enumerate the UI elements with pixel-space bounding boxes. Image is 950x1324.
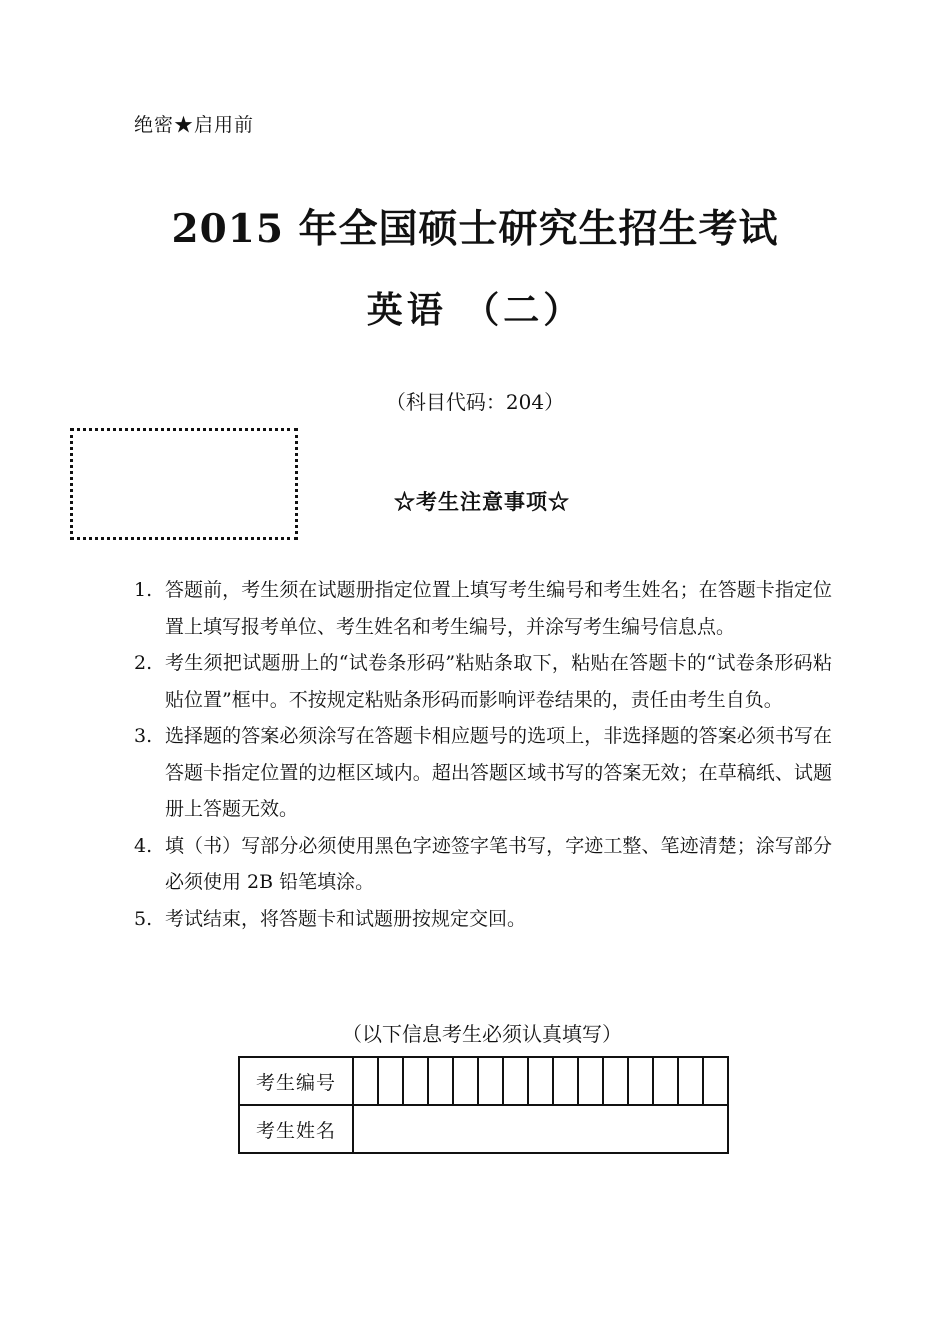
candidate-id-digit-box[interactable] (578, 1057, 603, 1105)
instruction-number: 4. (134, 834, 153, 857)
instruction-text: 考试结束，将答题卡和试题册按规定交回。 (165, 907, 527, 930)
instruction-number: 3. (134, 725, 153, 747)
subject-code: （科目代码：204） (385, 390, 565, 414)
instruction-item (134, 718, 832, 828)
candidate-name-row (239, 1105, 728, 1153)
candidate-id-digit-box[interactable] (478, 1057, 503, 1105)
candidate-id-row (239, 1057, 728, 1105)
exam-title: 2015 年全国硕士研究生招生考试 (171, 206, 779, 252)
instruction-text: 考生须把试题册上的“试卷条形码”粘贴条取下，粘贴在答题卡的“试卷条形码粘贴位置”框中。不按规定粘贴条形码而影响评卷结果的，责任由考生自负。 (165, 652, 832, 711)
candidate-id-digit-box[interactable] (503, 1057, 528, 1105)
candidate-id-digit-box[interactable] (628, 1057, 653, 1105)
candidate-id-label: 考生编号 (239, 1057, 353, 1105)
instruction-number: 5. (134, 907, 153, 930)
candidate-id-digit-box[interactable] (353, 1057, 378, 1105)
instruction-text: 填（书）写部分必须使用黑色字迹签字笔书写，字迹工整、笔迹清楚；涂写部分必须使用 2B 铅笔填涂。 (165, 834, 832, 893)
candidate-id-digit-box[interactable] (453, 1057, 478, 1105)
instruction-number: 2. (134, 652, 153, 674)
classification-label: 绝密★启用前 (134, 114, 255, 136)
instruction-text: 答题前，考生须在试题册指定位置上填写考生编号和考生姓名；在答题卡指定位置上填写报考单位、考生姓名和考生编号，并涂写考生编号信息点。 (165, 579, 832, 638)
candidate-id-digit-box[interactable] (653, 1057, 678, 1105)
candidate-id-digit-box[interactable] (553, 1057, 578, 1105)
candidate-info-table (238, 1056, 729, 1154)
instruction-number: 1. (134, 579, 153, 601)
instruction-text: 选择题的答案必须涂写在答题卡相应题号的选项上，非选择题的答案必须书写在答题卡指定位置的边框区域内。超出答题区域书写的答案无效；在草稿纸、试题册上答题无效。 (165, 725, 832, 820)
candidate-name-field[interactable] (353, 1105, 728, 1153)
candidate-id-digit-box[interactable] (678, 1057, 703, 1105)
candidate-id-digit-box[interactable] (378, 1057, 403, 1105)
instruction-item (134, 645, 832, 718)
candidate-id-digit-box[interactable] (428, 1057, 453, 1105)
instruction-list (134, 572, 832, 937)
info-note: （以下信息考生必须认真填写） (342, 1022, 622, 1046)
exam-subject: 英语 （二） (366, 289, 584, 331)
candidate-id-digit-box[interactable] (403, 1057, 428, 1105)
notice-heading: ☆考生注意事项☆ (394, 489, 570, 514)
candidate-name-label: 考生姓名 (239, 1105, 353, 1153)
instruction-item (134, 901, 832, 938)
candidate-id-digit-box[interactable] (703, 1057, 728, 1105)
barcode-placement-box (70, 428, 298, 540)
candidate-id-digit-box[interactable] (603, 1057, 628, 1105)
instruction-item (134, 572, 832, 645)
instruction-item (134, 828, 832, 901)
candidate-id-digit-box[interactable] (528, 1057, 553, 1105)
